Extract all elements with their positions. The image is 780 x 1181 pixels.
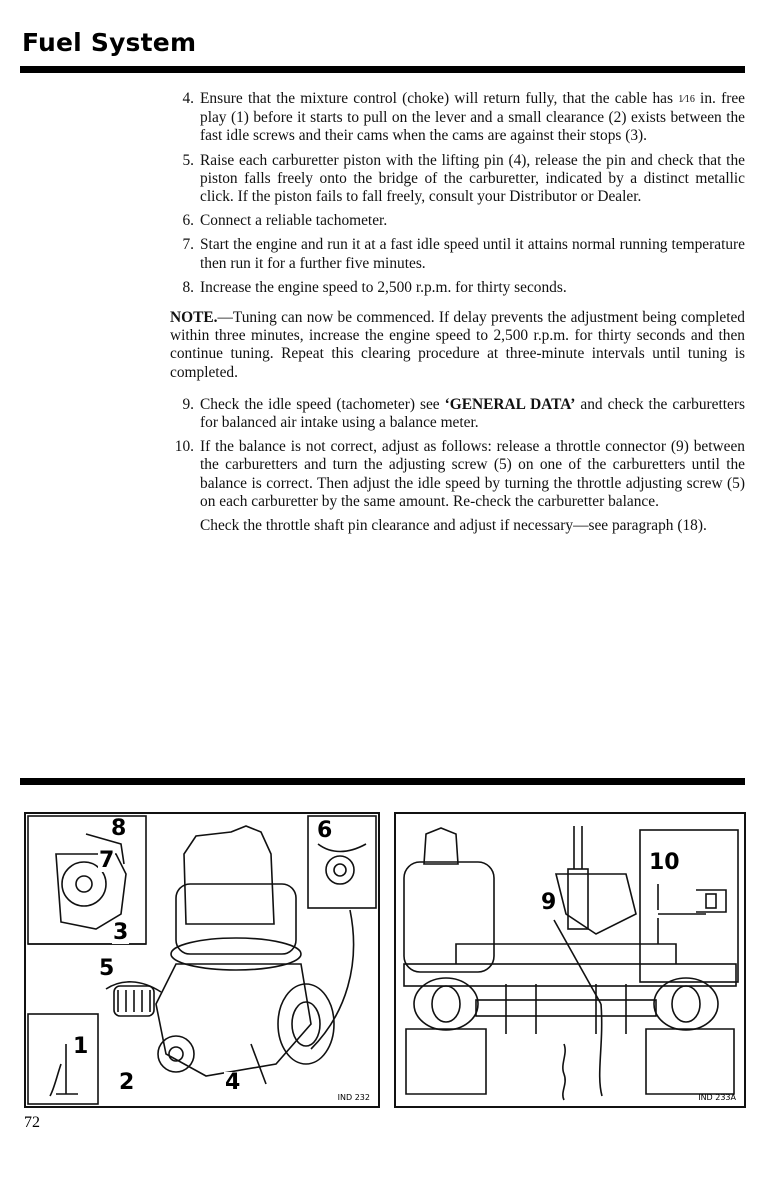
step-number: 5. <box>182 151 194 169</box>
callout-9: 9 <box>541 890 557 915</box>
carburetter-illustration <box>26 814 378 1106</box>
inset-frame-bottom <box>28 1014 98 1104</box>
general-data-reference: ‘GENERAL DATA’ <box>444 395 576 413</box>
step-item <box>170 90 745 146</box>
callout-5: 5 <box>99 956 115 981</box>
page-title: Fuel System <box>22 28 197 57</box>
step-text: Increase the engine speed to 2,500 r.p.m. for thirty seconds. <box>200 278 567 296</box>
step-item <box>170 236 745 272</box>
step-item <box>170 152 745 207</box>
step-text: If the balance is not correct, adjust as follows: release a throttle connector (9) between the carburetters and turn the adjusting screw (5) on one of the carburetters until the balance is correct. Then adjust the idle speed by turning the throttle adjusting screw (5) on each carburetter by the same amount. Re-check the carburetter balance. <box>200 438 745 510</box>
callout-10: 10 <box>649 850 680 875</box>
step-item <box>170 438 745 511</box>
step-text-start: Check the idle speed (tachometer) see <box>200 395 445 413</box>
steps-list-second <box>170 396 745 511</box>
step-text: Connect a reliable tachometer. <box>200 212 388 230</box>
step-number: 4. <box>182 90 194 107</box>
step-text: Start the engine and run it at a fast idle speed until it attains normal running temperature then run it for a further five minutes. <box>200 236 745 272</box>
main-text <box>170 90 745 535</box>
step-item <box>170 279 745 297</box>
step-item <box>170 396 745 432</box>
final-paragraph: Check the throttle shaft pin clearance and adjust if necessary—see paragraph (18). <box>200 517 707 535</box>
callout-1: 1 <box>73 1034 89 1059</box>
figure-reference: IND 233A <box>698 1093 736 1102</box>
step-number: 8. <box>182 278 194 296</box>
callout-3: 3 <box>113 920 129 945</box>
callout-2: 2 <box>119 1070 135 1095</box>
step-number: 6. <box>182 212 194 230</box>
note-label: NOTE. <box>170 309 218 327</box>
step-number: 7. <box>182 236 194 254</box>
note-paragraph <box>170 309 745 382</box>
figure-carburetter-right <box>394 812 746 1108</box>
step-number: 9. <box>182 395 194 413</box>
step-text: Raise each carburetter piston with the lifting pin (4), release the pin and check that the piston falls freely onto the bridge of the carburetter, indicated by a distinct metallic click. If the piston fails to fall freely, consult your Distributor or Dealer. <box>200 151 745 206</box>
callout-8: 8 <box>111 816 127 841</box>
callout-4: 4 <box>225 1070 241 1095</box>
step-number: 10. <box>174 438 194 456</box>
figure-carburetter-left <box>24 812 380 1108</box>
step-text-start: Ensure that the mixture control (choke) will return fully, that the cable has <box>200 90 679 107</box>
section-rule <box>20 778 745 785</box>
figure-reference: IND 232 <box>337 1093 370 1102</box>
step-item <box>170 212 745 230</box>
step-text-end: and check the carburetters for balanced air intake using a balance meter. <box>200 395 746 432</box>
callout-6: 6 <box>317 818 333 843</box>
top-rule <box>20 66 745 73</box>
note-text: —Tuning can now be commenced. If delay prevents the adjustment being completed within three minutes, increase the engine speed to 2,500 r.p.m. for thirty seconds and then continue tuning. Repeat this clearing procedure at three-minute intervals until tuning is completed. <box>170 309 745 381</box>
twin-carburetter-illustration <box>396 814 744 1106</box>
page-number: 72 <box>24 1114 40 1131</box>
fraction-sixteenth: 1⁄16 <box>678 94 695 105</box>
callout-7: 7 <box>99 848 115 873</box>
steps-list-first <box>170 90 745 297</box>
step-text-end: in. free play (1) before it starts to pull on the lever and a small clearance (2) exists between the fast idle screws and their cams when the cams are against their stops (3). <box>200 90 745 145</box>
